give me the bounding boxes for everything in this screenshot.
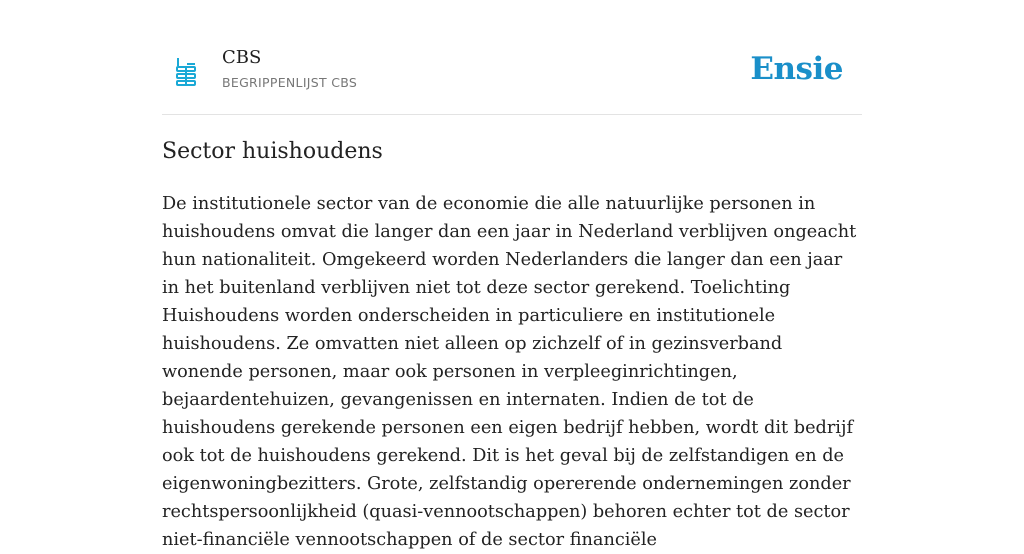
page-title: Sector huishoudens bbox=[162, 139, 383, 164]
site-brand-logo[interactable]: Ensie bbox=[750, 51, 843, 87]
header bbox=[162, 0, 862, 115]
glossary-subtitle[interactable]: BEGRIPPENLIJST CBS bbox=[222, 75, 358, 90]
cbs-logo-icon[interactable] bbox=[174, 56, 198, 88]
term-definition: De institutionele sector van de economie die alle natuurlijke personen in huishoudens omvat die langer dan een jaar in Nederland verblijven ongeacht hun nationaliteit. Omgekeerd worden Nederlanders die langer dan een jaar in het buitenland verblijven niet tot deze sector gerekend. Toelichting Huishoudens worden onderscheiden in particuliere en institutionele huishoudens. Ze omvatten niet alleen op zichzelf of in gezinsverband wonende personen, maar ook personen in verpleeginrichtingen, bejaardentehuizen, gevangenissen en internaten. Indien de tot de huishoudens gerekende personen een eigen bedrijf hebben, wordt dit bedrijf ook tot de huishoudens gerekend. Dit is het geval bij de zelfstandigen en de eigenwoningbezitters. Grote, zelfstandig opererende ondernemingen zonder rechtspersoonlijkheid (quasi-vennootschappen) behoren echter tot de sector niet-financiële vennootschappen of de sector financiële bbox=[162, 194, 857, 550]
organization-name[interactable]: CBS bbox=[222, 47, 262, 68]
